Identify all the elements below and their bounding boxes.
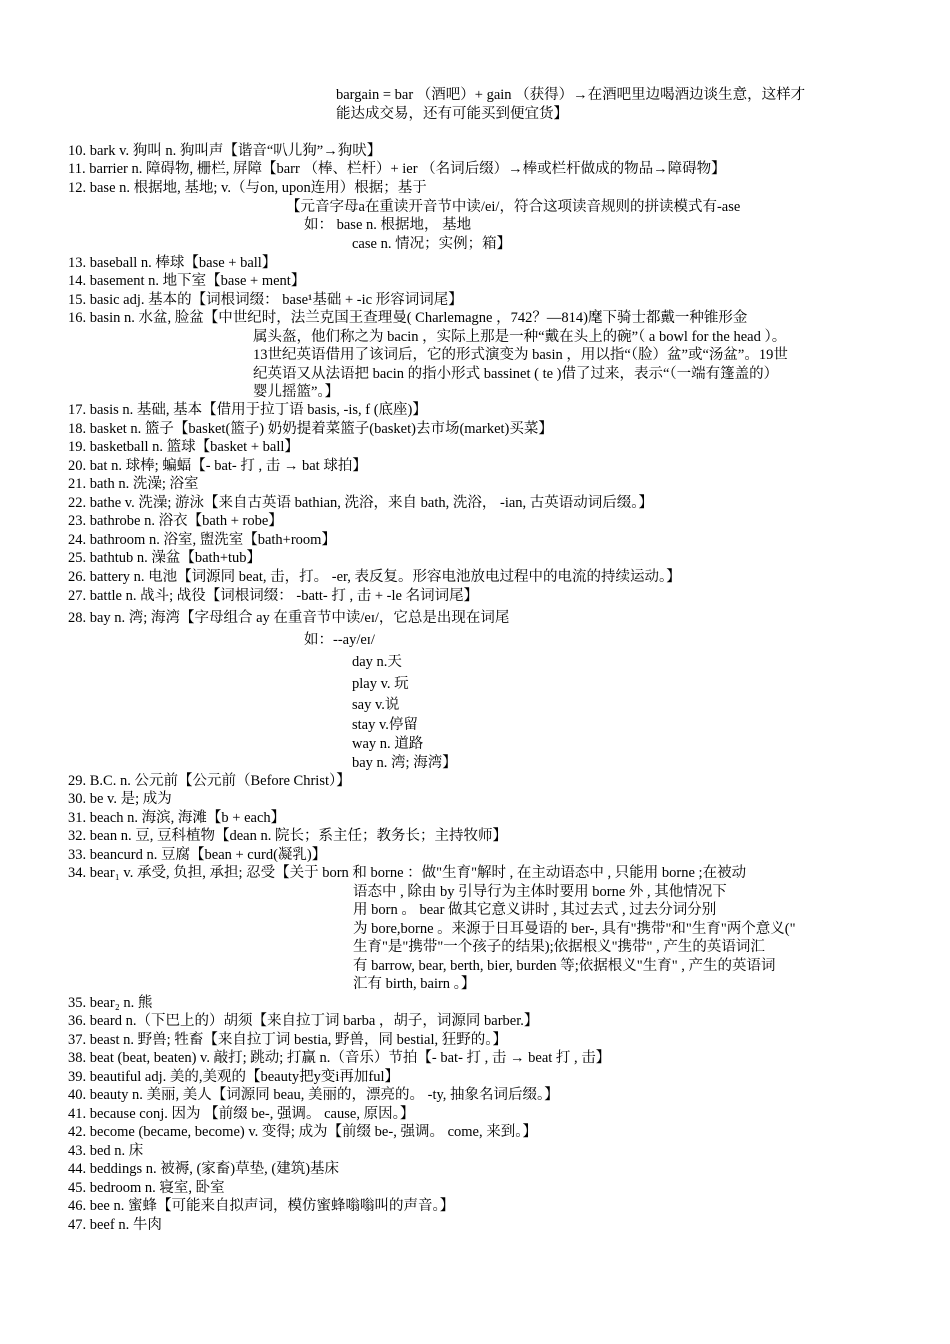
entry-bay-note: way n. 道路 — [352, 736, 424, 752]
entry-bear1-note: 有 barrow, bear, berth, bier, burden 等;依据根义"生育" , 产生的英语词 — [353, 958, 776, 974]
entry-bay-note: 如：--ay/eɪ/ — [304, 632, 375, 648]
entry-beddings: 44. beddings n. 被褥, (家畜)草垫, (建筑)基床 — [68, 1161, 340, 1177]
entry-beat: 38. beat (beat, beaten) v. 敲打; 跳动; 打赢 n.（音乐）节拍【- bat- 打 , 击 → beat 打 , 击】 — [68, 1050, 611, 1066]
entry-basket: 18. basket n. 篮子【basket(篮子) 奶奶提着菜篮子(basket)去市场(market)买菜】 — [68, 421, 553, 437]
entry-bedroom: 45. bedroom n. 寝室, 卧室 — [68, 1180, 225, 1196]
entry-base-note: 如： base n. 根据地， 基地 — [304, 217, 472, 233]
entry-bay-note: stay v.停留 — [352, 717, 418, 733]
entry-basketball: 19. basketball n. 篮球【basket + ball】 — [68, 439, 299, 455]
text-line: 能达成交易，还有可能买到便宜货】 — [336, 106, 568, 122]
entry-beach: 31. beach n. 海滨, 海滩【b + each】 — [68, 810, 286, 826]
entry-bear1-note: 为 bore,borne 。来源于日耳曼语的 ber-, 具有"携带"和"生育"两个意义(" — [353, 921, 796, 937]
entry-bay-note: play v. 玩 — [352, 676, 409, 692]
entry-bathroom: 24. bathroom n. 浴室, 盥洗室【bath+room】 — [68, 532, 336, 548]
entry-bean: 32. bean n. 豆, 豆科植物【dean n. 院长；系主任；教务长；主持牧师】 — [68, 828, 507, 844]
entry-basin-note: 婴儿摇篮”。】 — [253, 384, 340, 400]
entry-bear1-note: 生育"是"携带"一个孩子的结果);依据根义"携带" , 产生的英语词汇 — [353, 939, 765, 955]
entry-beast: 37. beast n. 野兽; 牲畜【来自拉丁词 bestia, 野兽，同 bestial, 狂野的。】 — [68, 1032, 507, 1048]
entry-bath: 21. bath n. 洗澡; 浴室 — [68, 476, 199, 492]
entry-bay-note: day n.天 — [352, 654, 402, 670]
entry-basin: 16. basin n. 水盆, 脸盆【中世纪时，法兰克国王查理曼( Charlemagne ，742？—814)麾下骑士都戴一种锥形金 — [68, 310, 748, 326]
entry-become: 42. become (became, become) v. 变得; 成为【前缀 be-, 强调。 come, 来到。】 — [68, 1124, 537, 1140]
entry-basement: 14. basement n. 地下室【base + ment】 — [68, 273, 306, 289]
entry-beauty: 40. beauty n. 美丽, 美人【词源同 beau, 美丽的，漂亮的。 -ty, 抽象名词后缀。】 — [68, 1087, 559, 1103]
entry-be: 30. be v. 是; 成为 — [68, 791, 172, 807]
entry-bathrobe: 23. bathrobe n. 浴衣【bath + robe】 — [68, 513, 283, 529]
entry-bear1: 34. bear₁ v. 承受, 负担, 承担; 忍受【关于 born 和 borne ：做"生育"解时 , 在主动语态中 , 只能用 borne ;在被动 — [68, 865, 747, 881]
entry-bathe: 22. bathe v. 洗澡; 游泳【来自古英语 bathian, 洗浴，来自 bath, 洗浴， -ian, 古英语动词后缀。】 — [68, 495, 654, 511]
entry-bee: 46. bee n. 蜜蜂【可能来自拟声词，模仿蜜蜂嗡嗡叫的声音。】 — [68, 1198, 455, 1214]
entry-bay-note: bay n. 湾; 海湾】 — [352, 755, 457, 771]
entry-bear1-note: 汇有 birth, bairn 。】 — [353, 976, 476, 992]
entry-because: 41. because conj. 因为 【前缀 be-, 强调。 cause, 原因。】 — [68, 1106, 415, 1122]
entry-basis: 17. basis n. 基础, 基本【借用于拉丁语 basis, -is, f (底座)】 — [68, 402, 427, 418]
entry-bay: 28. bay n. 湾; 海湾【字母组合 ay 在重音节中读/eɪ/，它总是出现在词尾 — [68, 610, 510, 626]
entry-bay-note: say v.说 — [352, 697, 400, 713]
entry-basin-note: 纪英语又从法语把 bacin 的指小形式 bassinet ( te )借了过来，表示“（一端有篷盖的） — [253, 366, 779, 382]
entry-basic: 15. basic adj. 基本的【词根词缀： base¹基础 + -ic 形容词词尾】 — [68, 292, 463, 308]
entry-beautiful: 39. beautiful adj. 美的,美观的【beauty把y变i再加ful】 — [68, 1069, 400, 1085]
entry-bc: 29. B.C. n. 公元前【公元前（Before Christ）】 — [68, 773, 351, 789]
entry-basin-note: 13世纪英语借用了该词后，它的形式演变为 basin ，用以指“（脸）盆”或“汤盆”。19世 — [253, 347, 788, 363]
entry-battle: 27. battle n. 战斗; 战役【词根词缀： -batt- 打 , 击 + -le 名词词尾】 — [68, 588, 479, 604]
entry-barrier: 11. barrier n. 障碍物, 栅栏, 屏障【barr （棒、栏杆）+ ier （名词后缀）→棒或栏杆做成的物品→障碍物】 — [68, 161, 726, 177]
entry-bear1-note: 用 born 。 bear 做其它意义讲时 , 其过去式 , 过去分词分别 — [353, 902, 717, 918]
entry-beef: 47. beef n. 牛肉 — [68, 1217, 162, 1233]
entry-beard: 36. beard n.（下巴上的）胡须【来自拉丁词 barba ，胡子，词源同 barber.】 — [68, 1013, 539, 1029]
entry-basin-note: 属头盔，他们称之为 bacin ，实际上那是一种“戴在头上的碗”（ a bowl for the head ）。 — [253, 329, 787, 345]
entry-bear2: 35. bear₂ n. 熊 — [68, 995, 153, 1011]
entry-bed: 43. bed n. 床 — [68, 1143, 144, 1159]
entry-beancurd: 33. beancurd n. 豆腐【bean + curd(凝乳)】 — [68, 847, 327, 863]
entry-battery: 26. battery n. 电池【词源同 beat, 击，打。 -er, 表反复。形容电池放电过程中的电流的持续运动。】 — [68, 569, 681, 585]
entry-base-note: 【元音字母a在重读开音节中读/ei/，符合这项读音规则的拼读模式有-ase — [286, 199, 741, 215]
entry-bark: 10. bark v. 狗叫 n. 狗叫声【谐音“叭儿狗”→狗吠】 — [68, 143, 382, 159]
entry-baseball: 13. baseball n. 棒球【base + ball】 — [68, 255, 277, 271]
entry-base-note: case n. 情况；实例；箱】 — [352, 236, 512, 252]
entry-base: 12. base n. 根据地, 基地; v.（与on, upon连用）根据；基于 — [68, 180, 427, 196]
text-line: bargain = bar （酒吧）+ gain （获得）→在酒吧里边喝酒边谈生意，这样才 — [336, 87, 806, 103]
entry-bear1-note: 语态中 , 除由 by 引导行为主体时要用 borne 外 , 其他情况下 — [353, 884, 727, 900]
entry-bathtub: 25. bathtub n. 澡盆【bath+tub】 — [68, 550, 262, 566]
entry-bat: 20. bat n. 球棒; 蝙蝠【- bat- 打 , 击 → bat 球拍】 — [68, 458, 367, 474]
